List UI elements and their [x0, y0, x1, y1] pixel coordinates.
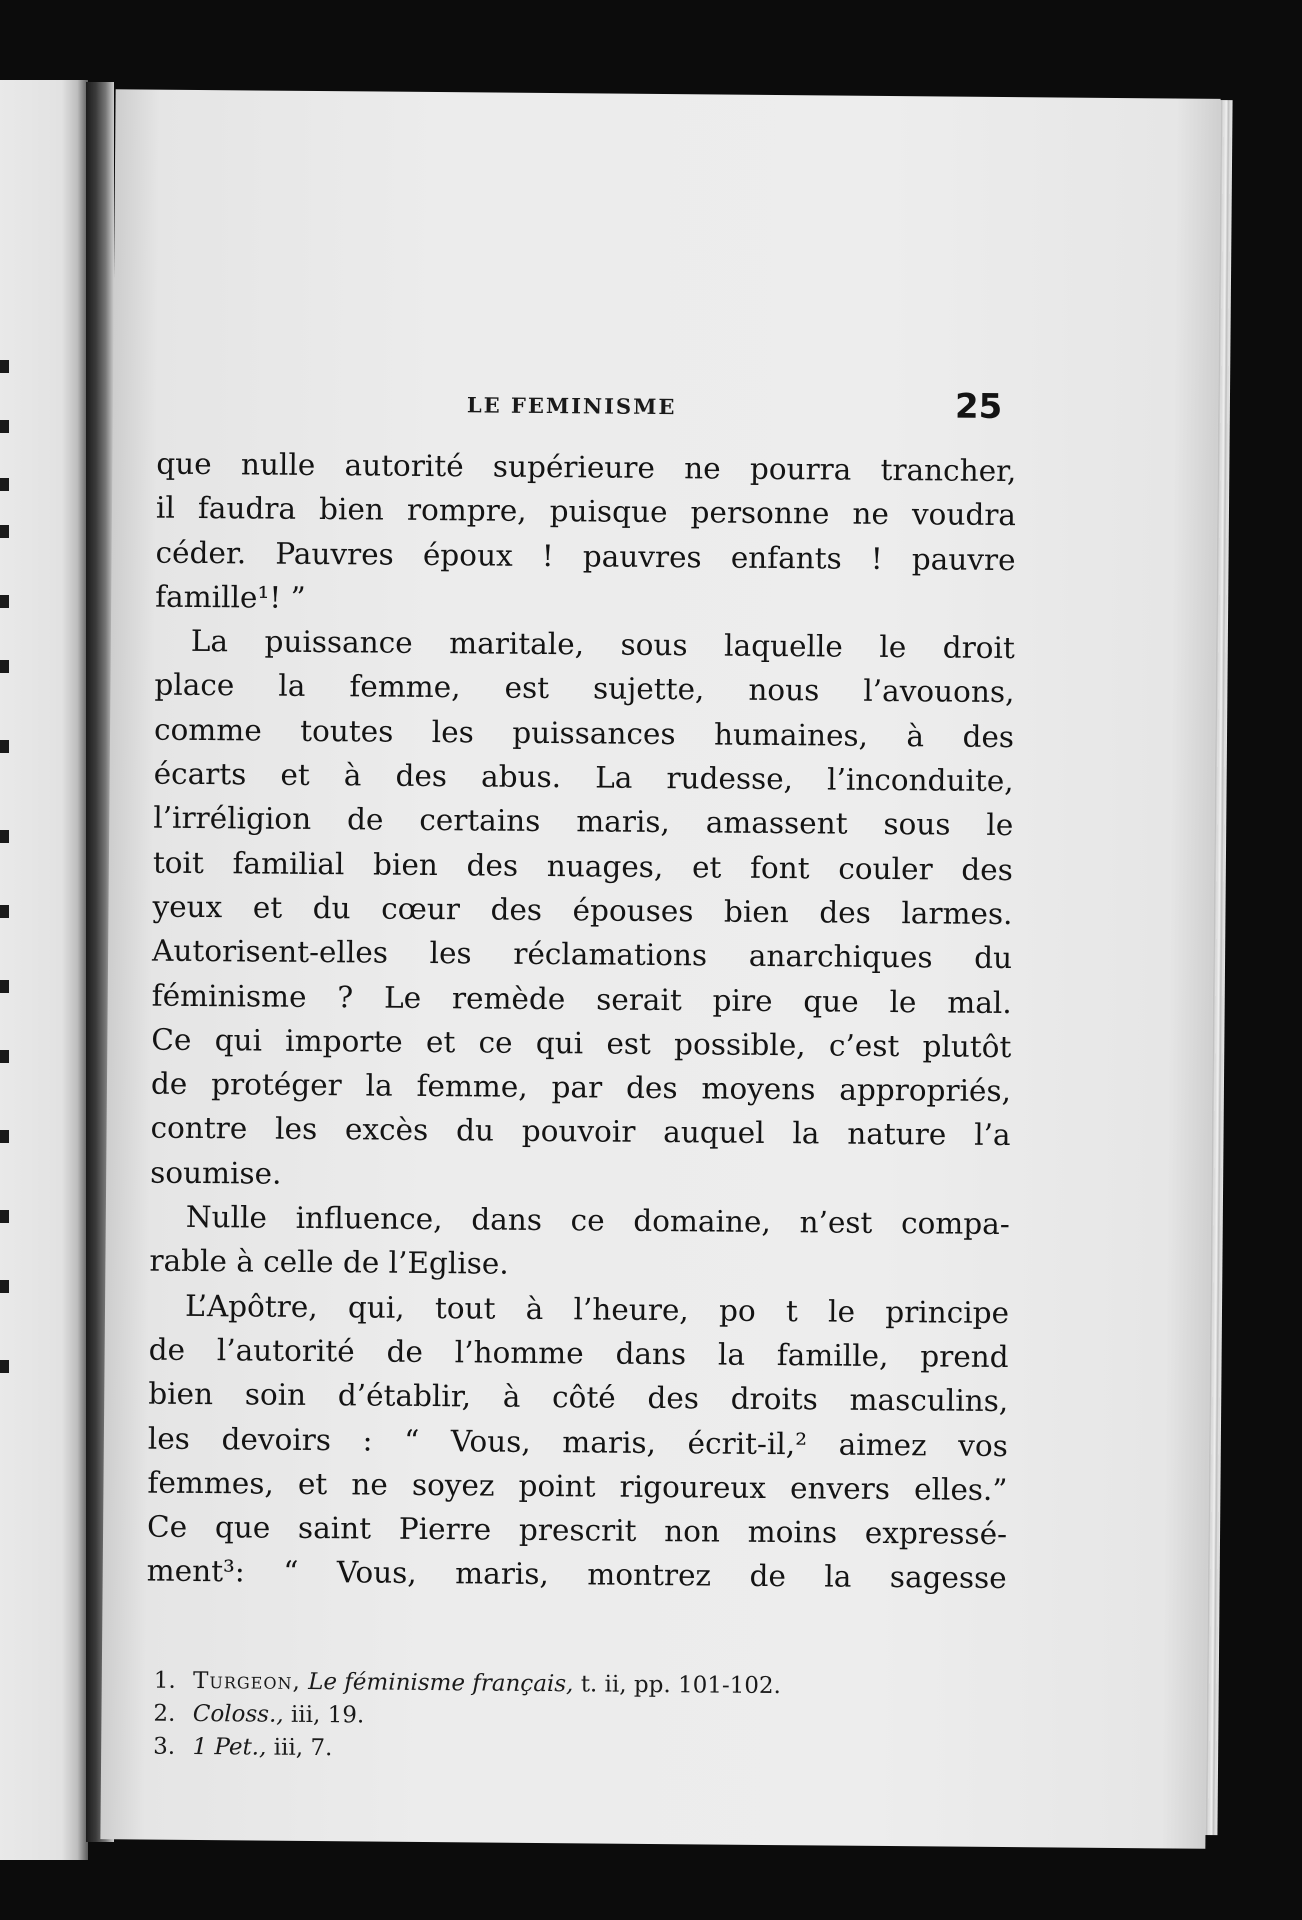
- page-number: 25: [954, 386, 1003, 427]
- text-line: toit familial bien des nuages, et font couler des: [152, 845, 1014, 887]
- running-title: LE FEMINISME: [466, 392, 677, 420]
- bleed-mark: [0, 478, 9, 491]
- footnote-reference: iii, 19.: [290, 1701, 365, 1729]
- text-line: de l’autorité de l’homme dans la famille, prend: [148, 1332, 1009, 1375]
- left-page-bleed-marks: [0, 360, 14, 1460]
- footnotes: [153, 1665, 914, 1771]
- running-head: [113, 386, 1218, 439]
- footnote-3: [153, 1731, 913, 1771]
- text-line: famille¹! ”: [155, 579, 306, 615]
- text-line: contre les excès du pouvoir auquel la nature l’a: [150, 1111, 1011, 1153]
- paragraph-3: [149, 1195, 1010, 1291]
- bleed-mark: [0, 980, 9, 993]
- bleed-mark: [0, 595, 9, 608]
- text-line: L’Apôtre, qui, tout à l’heure, po t le principe: [184, 1288, 1010, 1330]
- bleed-mark: [0, 740, 9, 753]
- footnote-reference: t. ii, pp. 101-102.: [580, 1671, 782, 1700]
- bleed-mark: [0, 420, 9, 433]
- text-line: l’irréligion de certains maris, amassent sous le: [153, 800, 1014, 843]
- footnote-title: Coloss.,: [192, 1700, 284, 1728]
- text-line: comme toutes les puissances humaines, à des: [153, 712, 1015, 754]
- bleed-mark: [0, 1360, 9, 1373]
- bleed-mark: [0, 830, 9, 843]
- bleed-mark: [0, 905, 9, 918]
- text-line: femmes, et ne soyez point rigoureux envers elles.”: [147, 1465, 1008, 1507]
- text-line: que nulle autorité supérieure ne pourra trancher,: [156, 446, 1017, 489]
- paragraph-4: [147, 1283, 1010, 1601]
- bleed-mark: [0, 1130, 9, 1143]
- text-line: place la femme, est sujette, nous l’avouons,: [154, 668, 1015, 710]
- footnote-number: 3.: [153, 1733, 176, 1760]
- text-line: les devoirs : “ Vous, maris, écrit-il,² aimez vos: [147, 1421, 1009, 1463]
- text-line: Ce que saint Pierre prescrit non moins expressé-: [146, 1509, 1008, 1552]
- bleed-mark: [0, 525, 9, 538]
- paragraph-2: [150, 619, 1015, 1202]
- footnote-reference: iii, 7.: [273, 1734, 333, 1762]
- text-line: bien soin d’établir, à côté des droits masculins,: [148, 1376, 1009, 1419]
- body-text: [147, 442, 1017, 1601]
- footnote-number: 1.: [153, 1667, 176, 1694]
- bleed-mark: [0, 1280, 9, 1293]
- bleed-mark: [0, 1210, 9, 1223]
- text-line: il faudra bien rompre, puisque personne ne voudra: [155, 490, 1017, 533]
- bleed-mark: [0, 660, 9, 673]
- bleed-mark: [0, 1050, 9, 1063]
- text-line: de protéger la femme, par des moyens appropriés,: [150, 1066, 1012, 1109]
- text-line: rable à celle de l’Eglise.: [149, 1243, 509, 1282]
- text-line: céder. Pauvres époux ! pauvres enfants ! pauvre: [155, 535, 1016, 577]
- book-page: [100, 89, 1220, 1849]
- footnote-title: Le féminisme français,: [308, 1668, 574, 1698]
- footnote-number: 2.: [153, 1700, 176, 1727]
- text-line: yeux et du cœur des épouses bien des larmes.: [152, 889, 1013, 932]
- paragraph-1: [155, 442, 1017, 627]
- text-line: Nulle influence, dans ce domaine, n’est compa-: [185, 1199, 1010, 1242]
- text-line: La puissance maritale, sous laquelle le droit: [190, 624, 1015, 666]
- text-line: féminisme ? Le remède serait pire que le mal.: [151, 978, 1012, 1020]
- footnote-author: Turgeon,: [192, 1667, 301, 1695]
- footnote-title: 1 Pet.,: [192, 1733, 267, 1761]
- text-line: Ce qui importe et ce qui est possible, c’est plutôt: [151, 1022, 1012, 1064]
- text-line: écarts et à des abus. La rudesse, l’inconduite,: [153, 756, 1014, 799]
- bleed-mark: [0, 360, 9, 373]
- text-line: Autorisent-elles les réclamations anarchiques du: [151, 933, 1013, 976]
- text-line: soumise.: [150, 1155, 282, 1191]
- text-line: ment³: “ Vous, maris, montrez de la sagesse: [146, 1553, 1007, 1596]
